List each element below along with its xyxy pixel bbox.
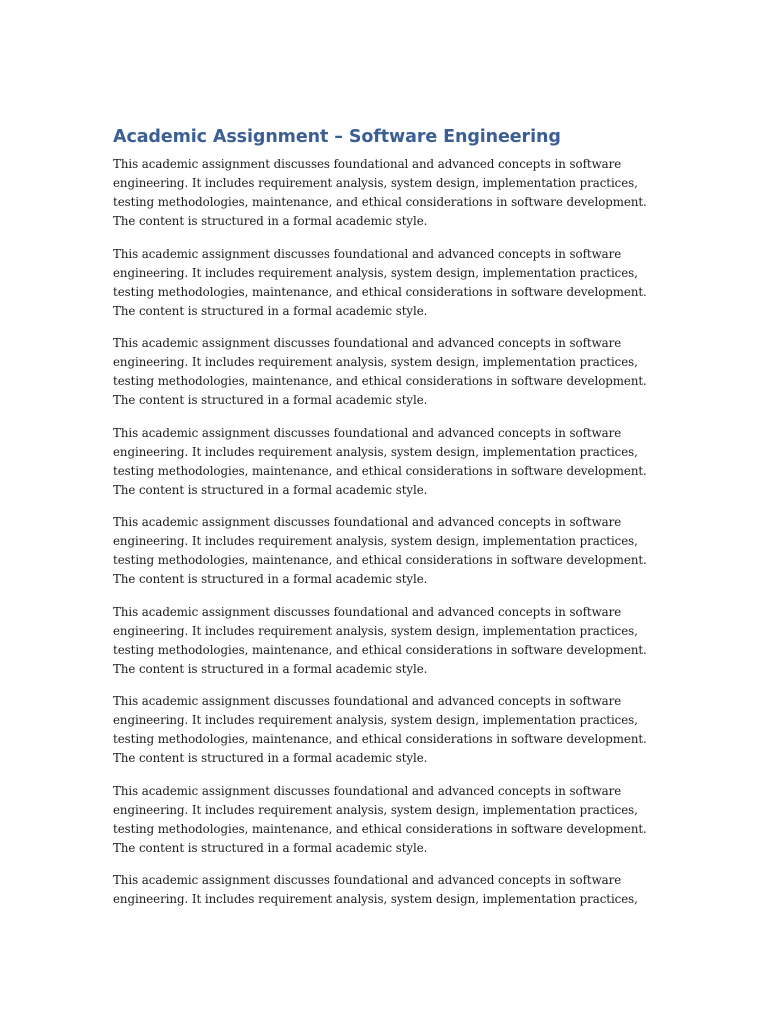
paragraph-line: testing methodologies, maintenance, and ethical considerations in software development. [113,195,647,209]
paragraph-line: engineering. It includes requirement analysis, system design, implementation practices, [113,892,638,906]
paragraph-line: engineering. It includes requirement analysis, system design, implementation practices, [113,802,638,817]
paragraph-line: testing methodologies, maintenance, and ethical considerations in software development. [113,732,647,746]
paragraph-line: This academic assignment discusses foundational and advanced concepts in software [113,873,622,887]
paragraph-truncated [113,871,658,909]
paragraph-line: This academic assignment discusses foundational and advanced concepts in software [113,425,622,440]
paragraph-line: This academic assignment discusses foundational and advanced concepts in software [113,783,622,798]
paragraph-line: This academic assignment discusses foundational and advanced concepts in software [113,336,622,350]
document-page [113,124,658,923]
paragraph-line: The content is structured in a formal academic style. [113,572,428,586]
paragraph-line: This academic assignment discusses foundational and advanced concepts in software [113,157,622,171]
paragraph-line: testing methodologies, maintenance, and ethical considerations in software development. [113,284,647,299]
paragraph-line: testing methodologies, maintenance, and ethical considerations in software development. [113,642,647,657]
paragraph-line: This academic assignment discusses foundational and advanced concepts in software [113,246,622,261]
paragraph-line: engineering. It includes requirement analysis, system design, implementation practices, [113,265,638,280]
paragraph-line: testing methodologies, maintenance, and ethical considerations in software development. [113,821,647,836]
paragraph-line: This academic assignment discusses foundational and advanced concepts in software [113,604,622,619]
paragraph-line: The content is structured in a formal academic style. [113,303,428,318]
paragraph-line: testing methodologies, maintenance, and ethical considerations in software development. [113,374,647,388]
paragraph-line: This academic assignment discusses foundational and advanced concepts in software [113,694,622,708]
paragraph-line: The content is structured in a formal academic style. [113,840,428,855]
paragraph [113,603,658,679]
paragraph-line: engineering. It includes requirement analysis, system design, implementation practices, [113,444,638,459]
paragraph [113,782,658,858]
paragraph [113,424,658,500]
paragraph-line: engineering. It includes requirement analysis, system design, implementation practices, [113,176,638,190]
paragraph [113,692,658,768]
paragraph-line: engineering. It includes requirement analysis, system design, implementation practices, [113,713,638,727]
paragraph [113,334,658,410]
paragraph-line: The content is structured in a formal academic style. [113,482,428,497]
paragraph [113,513,658,589]
paragraph-line: The content is structured in a formal academic style. [113,393,428,407]
paragraph-line: testing methodologies, maintenance, and ethical considerations in software development. [113,463,647,478]
paragraph-line: testing methodologies, maintenance, and ethical considerations in software development. [113,553,647,567]
paragraph-line: The content is structured in a formal academic style. [113,214,428,228]
paragraph [113,155,658,231]
paragraph-line: engineering. It includes requirement analysis, system design, implementation practices, [113,355,638,369]
paragraph-line: engineering. It includes requirement analysis, system design, implementation practices, [113,534,638,548]
paragraph-line: This academic assignment discusses foundational and advanced concepts in software [113,515,622,529]
document-title: Academic Assignment – Software Engineering [113,127,561,147]
paragraph-line: The content is structured in a formal academic style. [113,751,428,765]
paragraph [113,245,658,321]
paragraph-line: engineering. It includes requirement analysis, system design, implementation practices, [113,623,638,638]
paragraph-line: The content is structured in a formal academic style. [113,661,428,676]
